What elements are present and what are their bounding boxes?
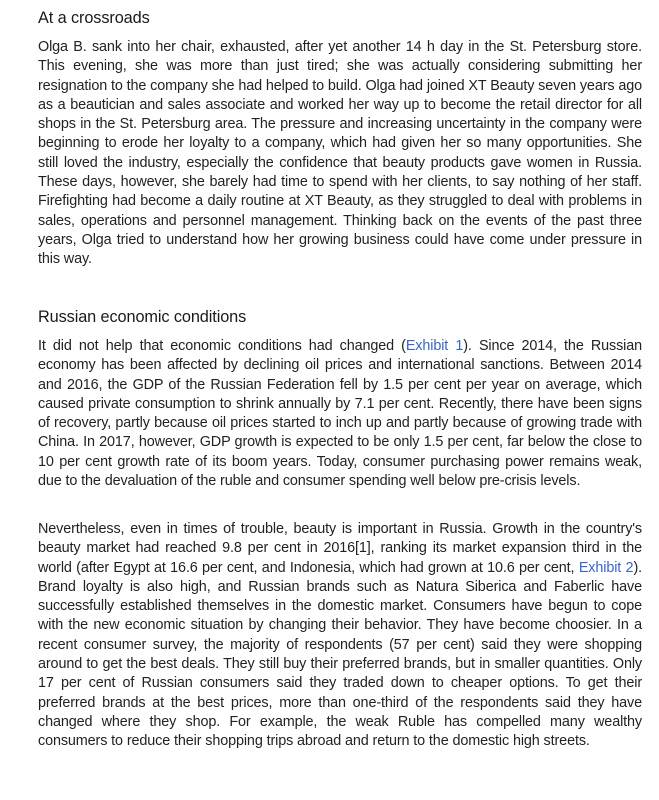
exhibit-2-link[interactable]: Exhibit 2 (578, 559, 634, 576)
paragraph-economic-conditions (38, 337, 642, 491)
paragraph-beauty-market (38, 520, 642, 752)
exhibit-1-link[interactable]: Exhibit 1 (405, 338, 464, 354)
paragraph-text: It did not help that economic conditions had changed ( (38, 338, 406, 354)
section-heading-economic-conditions: Russian economic conditions (38, 308, 247, 326)
paragraph-text: ). Brand loyalty is also high, and Russian brands such as Natura Siberica and Faberlic have successfully established themselves in the domestic market. Consumers have begun to cope with the new economic situation by changing their behavior. They have become choosier. In a recent consumer survey, the majority of respondents (57 per cent) said they were shopping around to get the best deals. They still buy their preferred brands, but in smaller quantities. Only 17 per cent of Russian consumers said they traded down to cheaper options. To get their preferred brands at the best prices, more than one-third of the respondents said they have changed where they shop. For example, the weak Ruble has compelled many wealthy consumers to reduce their shopping trips abroad and return to the domestic high streets. (38, 559, 643, 750)
section-heading-crossroads: At a crossroads (38, 9, 150, 27)
paragraph-text: Nevertheless, even in times of trouble, beauty is important in Russia. Growth in the country's beauty market had reached 9.8 per cent in 2016[1], ranking its market expansion third in the world (after Egypt at 16.6 per cent, and Indonesia, which had grown at 10.6 per cent, (38, 521, 642, 576)
paragraph-crossroads: Olga B. sank into her chair, exhausted, after yet another 14 h day in the St. Petersburg store. This evening, she was more than just tired; she was actually considering submitting her resignation to the company she had helped to build. Olga had joined XT Beauty seven years ago as a beautician and sales associate and worked her way up to become the retail director for all shops in the St. Petersburg area. The pressure and increasing uncertainty in the company were beginning to erode her loyalty to a company, which had given her so many opportunities. She still loved the industry, especially the confidence that beauty products gave women in Russia. These days, however, she barely had time to spend with her clients, to say nothing of her staff. Firefighting had become a daily routine at XT Beauty, as they struggled to deal with problems in sales, operations and personnel management. Thinking back on the events of the past three years, Olga tried to understand how her growing business could have come under pressure in this way. (38, 39, 642, 268)
paragraph-text: ). Since 2014, the Russian economy has been affected by declining oil prices and international sanctions. Between 2014 and 2016, the GDP of the Russian Federation fell by 1.5 per cent per year on average, which caused private consumption to shrink annually by 7.1 per cent. Recently, there have been signs of recovery, partly because oil prices started to inch up and partly because of growing trade with China. In 2017, however, GDP growth is expected to be only 1.5 per cent, far below the close to 10 per cent growth rate of its boom years. Today, consumer purchasing power remains weak, due to the devaluation of the ruble and consumer spending well below pre-crisis levels. (38, 338, 643, 490)
